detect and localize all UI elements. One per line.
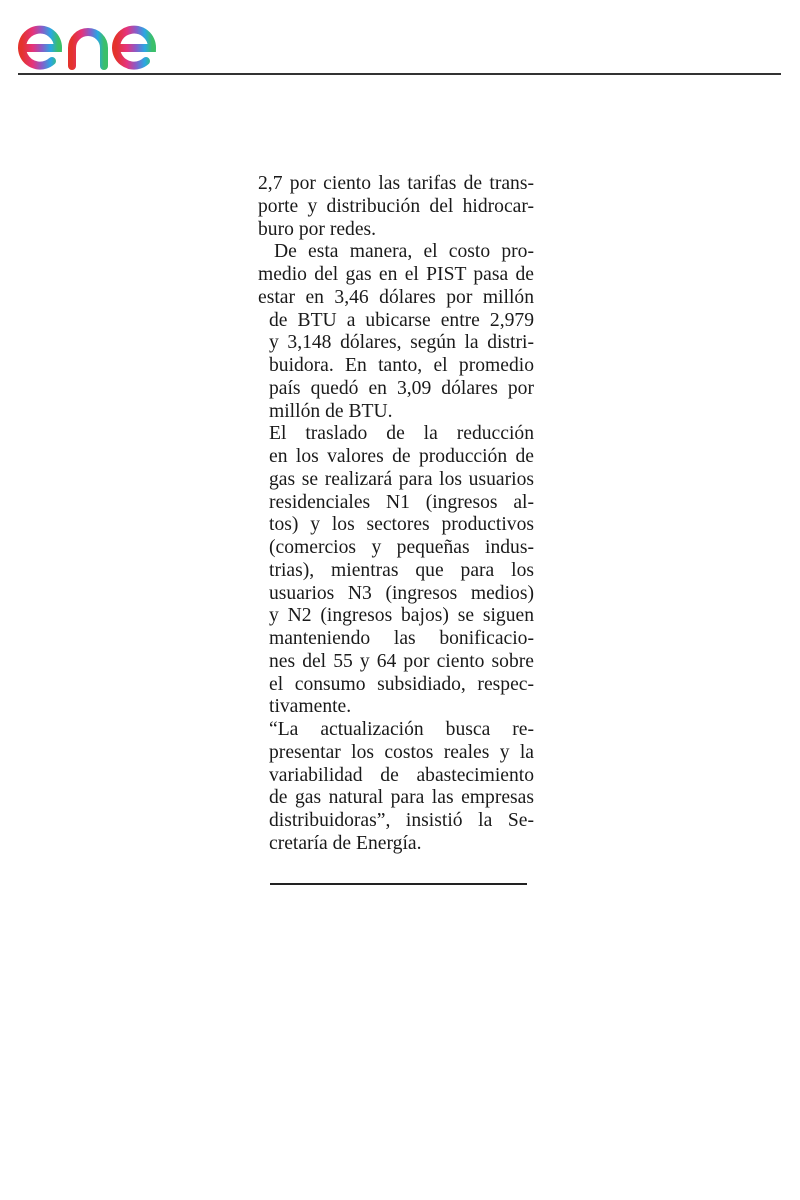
text-line: país quedó en 3,09 dólares por — [269, 377, 534, 399]
text-line: en los valores de producción de — [269, 446, 534, 467]
text-line: residenciales N1 (ingresos al- — [269, 491, 534, 513]
text-line: de gas natural para las empresas — [269, 787, 534, 809]
text-line: medio del gas en el PIST pasa de — [258, 264, 534, 285]
article-column — [258, 173, 534, 856]
text-line: millón de BTU. — [269, 400, 393, 422]
enel-logo — [18, 4, 193, 70]
text-line: nes del 55 y 64 por ciento sobre — [269, 650, 534, 672]
text-line: porte y distribución del hidrocar- — [258, 195, 534, 217]
text-line: buro por redes. — [258, 218, 377, 240]
text-line: gas se realizará para los usuarios — [269, 468, 534, 490]
text-line: usuarios N3 (ingresos medios) — [269, 582, 534, 604]
text-line: de BTU a ubicarse entre 2,979 — [269, 309, 534, 331]
text-line: distribuidoras”, insistió la Se- — [269, 810, 534, 831]
text-line: 2,7 por ciento las tarifas de trans- — [258, 173, 534, 194]
text-line: (comercios y pequeñas indus- — [269, 537, 534, 558]
text-line: tos) y los sectores productivos — [269, 514, 534, 536]
text-line: El traslado de la reducción — [269, 423, 534, 445]
article-end-rule — [270, 883, 527, 885]
text-line: cretaría de Energía. — [269, 832, 422, 854]
text-line: trias), mientras que para los — [269, 559, 534, 581]
text-line: presentar los costos reales y la — [269, 741, 534, 763]
text-line: buidora. En tanto, el promedio — [269, 355, 534, 376]
header-rule — [18, 73, 781, 75]
text-line: tivamente. — [269, 696, 352, 718]
text-line: De esta manera, el costo pro- — [274, 241, 534, 263]
text-line: y 3,148 dólares, según la distri- — [269, 332, 534, 354]
text-line: manteniendo las bonificacio- — [269, 628, 534, 649]
text-line: “La actualización busca re- — [269, 719, 534, 740]
text-line: variabilidad de abastecimiento — [269, 764, 534, 786]
text-line: estar en 3,46 dólares por millón — [258, 286, 534, 308]
text-line: y N2 (ingresos bajos) se siguen — [269, 605, 534, 627]
text-line: el consumo subsidiado, respec- — [269, 673, 534, 695]
